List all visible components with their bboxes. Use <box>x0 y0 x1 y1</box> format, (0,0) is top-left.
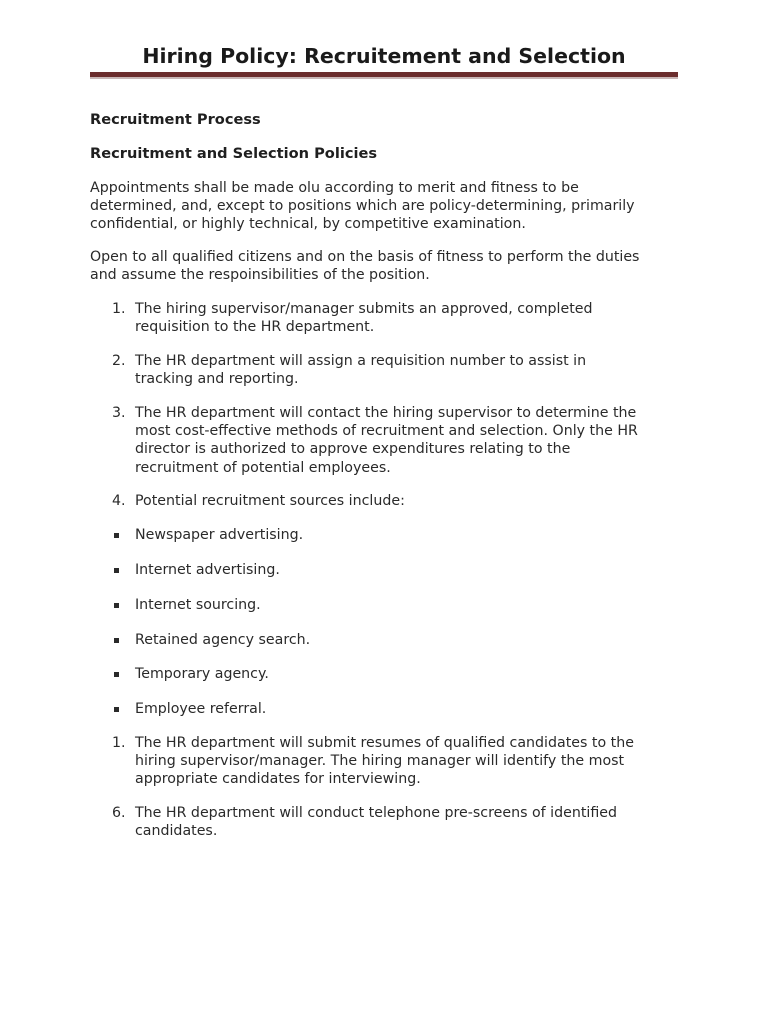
list-item-line: The HR department will assign a requisition number to assist in <box>135 353 587 369</box>
intro-line: Appointments shall be made olu according to merit and fitness to be <box>90 180 579 196</box>
list-item-line: Employee referral. <box>135 701 267 717</box>
list-item-text <box>135 526 680 544</box>
list-item-text <box>135 734 680 789</box>
square-bullet-icon <box>114 568 119 573</box>
intro-paragraph <box>90 179 680 234</box>
list-item-text <box>135 631 680 649</box>
list-number: 6. <box>112 805 126 821</box>
list-item-line: requisition to the HR department. <box>135 319 375 336</box>
list-number: 3. <box>112 405 126 421</box>
list-item-text <box>135 596 680 614</box>
eligibility-paragraph <box>90 248 680 284</box>
square-bullet-icon <box>114 672 119 677</box>
list-item-text <box>135 352 680 388</box>
list-item-line: The HR department will contact the hiring supervisor to determine the <box>135 405 637 421</box>
list-item-line: appropriate candidates for interviewing. <box>135 771 421 788</box>
square-bullet-icon <box>114 707 119 712</box>
list-item-line: recruitment of potential employees. <box>135 459 391 476</box>
eligibility-line: and assume the respoinsibilities of the position. <box>90 267 430 284</box>
list-item-line: The hiring supervisor/manager submits an approved, completed <box>135 301 593 317</box>
list-item-line: The HR department will submit resumes of qualified candidates to the <box>135 735 634 751</box>
list-item-text <box>135 665 680 683</box>
document-title: Hiring Policy: Recruitement and Selection <box>142 44 626 68</box>
list-item-line: Newspaper advertising. <box>135 527 304 543</box>
list-item-line: Internet advertising. <box>135 562 280 578</box>
square-bullet-icon <box>114 533 119 538</box>
list-item-line: most cost-effective methods of recruitment and selection. Only the HR <box>135 423 638 440</box>
heading-recruitment-process: Recruitment Process <box>90 111 261 128</box>
list-item-line: Temporary agency. <box>135 666 269 682</box>
list-item-line: tracking and reporting. <box>135 371 299 388</box>
list-item-text <box>135 804 680 840</box>
title-divider-shadow <box>90 77 678 79</box>
list-item-text <box>135 492 680 510</box>
eligibility-line: Open to all qualified citizens and on the basis of fitness to perform the duties <box>90 249 640 265</box>
list-item-line: director is authorized to approve expenditures relating to the <box>135 441 571 458</box>
heading-selection-policies: Recruitment and Selection Policies <box>90 145 378 162</box>
list-item-line: candidates. <box>135 823 218 840</box>
intro-line: determined, and, except to positions which are policy-determining, primarily <box>90 198 635 215</box>
list-item-text <box>135 300 680 336</box>
list-item-line: Retained agency search. <box>135 632 311 648</box>
list-item-text <box>135 561 680 579</box>
list-number: 4. <box>112 493 126 509</box>
list-item-text <box>135 404 680 477</box>
list-item-line: Internet sourcing. <box>135 597 261 613</box>
intro-line: confidential, or highly technical, by competitive examination. <box>90 216 526 233</box>
list-item-line: The HR department will conduct telephone pre-screens of identified <box>135 805 617 821</box>
list-item-line: hiring supervisor/manager. The hiring manager will identify the most <box>135 753 625 770</box>
square-bullet-icon <box>114 638 119 643</box>
list-number: 1. <box>112 301 126 317</box>
square-bullet-icon <box>114 603 119 608</box>
list-item-text <box>135 700 680 718</box>
list-number: 2. <box>112 353 126 369</box>
list-item-line: Potential recruitment sources include: <box>135 493 405 509</box>
list-number: 1. <box>112 735 126 751</box>
